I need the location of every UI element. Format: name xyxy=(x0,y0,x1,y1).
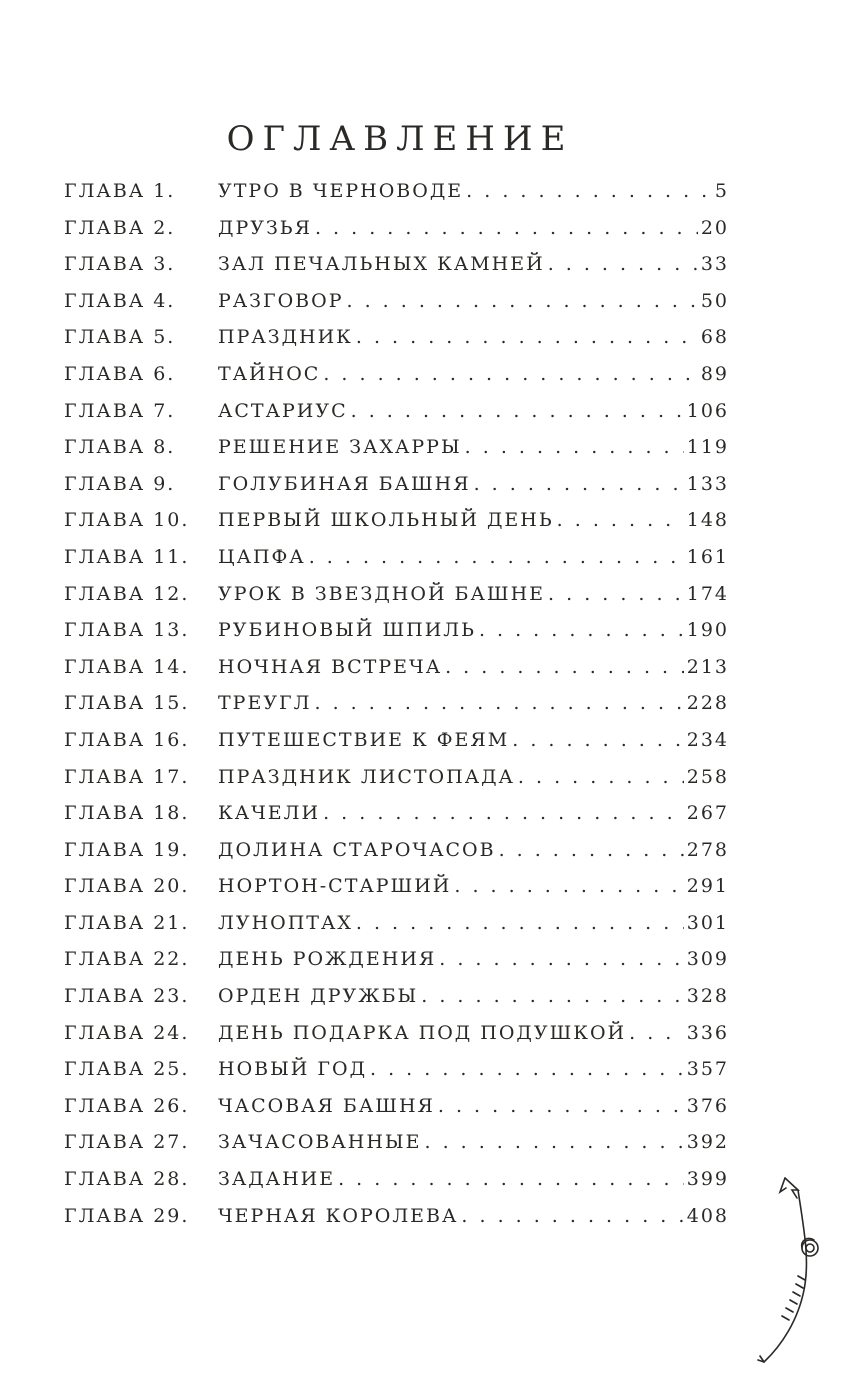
chapter-title: ДЕНЬ ПОДАРКА ПОД ПОДУШКОЙ xyxy=(218,1021,627,1044)
page-title: ОГЛАВЛЕНИЕ xyxy=(226,118,574,159)
toc-entry[interactable] xyxy=(64,583,729,620)
chapter-title: ЗАДАНИЕ xyxy=(218,1168,336,1191)
page-number: 161 xyxy=(686,545,729,568)
chapter-number: ГЛАВА 17. xyxy=(64,765,190,788)
page-number: 336 xyxy=(686,1021,729,1044)
chapter-number: ГЛАВА 6. xyxy=(64,362,176,385)
chapter-title: ЗАЛ ПЕЧАЛЬНЫХ КАМНЕЙ xyxy=(218,253,545,276)
chapter-number: ГЛАВА 13. xyxy=(64,619,190,642)
dot-leader xyxy=(356,912,684,934)
page-number: 5 xyxy=(714,180,729,202)
page-number: 174 xyxy=(686,582,729,605)
toc-entry[interactable] xyxy=(64,180,729,217)
dot-leader xyxy=(309,546,684,568)
chapter-title: НОВЫЙ ГОД xyxy=(218,1058,368,1081)
chapter-number: ГЛАВА 23. xyxy=(64,985,190,1008)
chapter-number: ГЛАВА 16. xyxy=(64,728,190,751)
dot-leader xyxy=(370,1058,684,1080)
toc-entry[interactable] xyxy=(64,692,729,729)
dot-leader xyxy=(347,290,698,312)
page-number: 50 xyxy=(700,289,729,312)
page-number: 357 xyxy=(686,1058,729,1081)
toc-entry[interactable] xyxy=(64,473,729,510)
dot-leader xyxy=(356,326,698,348)
dot-leader xyxy=(518,766,684,788)
chapter-number: ГЛАВА 5. xyxy=(64,326,176,349)
toc-entry[interactable] xyxy=(64,509,729,546)
chapter-title: ДРУЗЬЯ xyxy=(218,216,312,239)
toc-entry[interactable] xyxy=(64,546,729,583)
page-number: 89 xyxy=(700,362,729,385)
toc-entry[interactable] xyxy=(64,1131,729,1168)
toc-entry[interactable] xyxy=(64,290,729,327)
page-number: 148 xyxy=(686,509,729,532)
toc-entry[interactable] xyxy=(64,619,729,656)
toc-entry[interactable] xyxy=(64,217,729,254)
chapter-number: ГЛАВА 28. xyxy=(64,1168,190,1191)
page-number: 213 xyxy=(686,655,729,678)
chapter-number: ГЛАВА 18. xyxy=(64,802,190,825)
dot-leader xyxy=(548,583,684,605)
chapter-number: ГЛАВА 12. xyxy=(64,582,190,605)
page-number: 33 xyxy=(700,253,729,276)
page-number: 399 xyxy=(686,1168,729,1191)
toc-entry[interactable] xyxy=(64,985,729,1022)
chapter-title: ДЕНЬ РОЖДЕНИЯ xyxy=(218,948,437,971)
dot-leader xyxy=(629,1022,684,1044)
page-number: 119 xyxy=(686,436,729,459)
page-number: 234 xyxy=(686,728,729,751)
chapter-title: УТРО В ЧЕРНОВОДЕ xyxy=(218,180,464,202)
chapter-title: ПРАЗДНИК xyxy=(218,326,353,349)
dot-leader xyxy=(454,875,683,897)
chapter-title: ПРАЗДНИК ЛИСТОПАДА xyxy=(218,765,515,788)
chapter-number: ГЛАВА 8. xyxy=(64,436,176,459)
toc-entry[interactable] xyxy=(64,1168,729,1205)
page-number: 408 xyxy=(686,1204,729,1227)
chapter-number: ГЛАВА 19. xyxy=(64,838,190,861)
page-number: 309 xyxy=(686,948,729,971)
toc-entry[interactable] xyxy=(64,1022,729,1059)
page-number: 258 xyxy=(686,765,729,788)
toc-entry[interactable] xyxy=(64,363,729,400)
chapter-title: ТАЙНОС xyxy=(218,362,321,385)
chapter-title: ПЕРВЫЙ ШКОЛЬНЫЙ ДЕНЬ xyxy=(218,509,554,532)
chapter-number: ГЛАВА 1. xyxy=(64,180,176,202)
chapter-number: ГЛАВА 10. xyxy=(64,509,190,532)
dot-leader xyxy=(466,180,712,202)
dot-leader xyxy=(465,436,684,458)
toc-entry[interactable] xyxy=(64,948,729,985)
chapter-title: ЦАПФА xyxy=(218,545,306,568)
chapter-title: КАЧЕЛИ xyxy=(218,802,321,825)
chapter-title: НОЧНАЯ ВСТРЕЧА xyxy=(218,655,443,678)
page-number: 20 xyxy=(700,216,729,239)
toc-entry[interactable] xyxy=(64,839,729,876)
toc-entry[interactable] xyxy=(64,729,729,766)
dot-leader xyxy=(439,948,683,970)
arrow-ornament-icon xyxy=(752,1170,822,1370)
dot-leader xyxy=(338,1168,684,1190)
chapter-number: ГЛАВА 27. xyxy=(64,1131,190,1154)
dot-leader xyxy=(557,509,684,531)
toc-entry[interactable] xyxy=(64,912,729,949)
page-number: 376 xyxy=(686,1094,729,1117)
chapter-title: ЗАЧАСОВАННЫЕ xyxy=(218,1131,422,1154)
page-number: 68 xyxy=(700,326,729,349)
chapter-number: ГЛАВА 3. xyxy=(64,253,176,276)
dot-leader xyxy=(474,473,684,495)
chapter-number: ГЛАВА 26. xyxy=(64,1094,190,1117)
chapter-title: ДОЛИНА СТАРОЧАСОВ xyxy=(218,838,496,861)
toc-entry[interactable] xyxy=(64,400,729,437)
chapter-number: ГЛАВА 11. xyxy=(64,545,190,568)
chapter-title: НОРТОН-СТАРШИЙ xyxy=(218,875,452,898)
dot-leader xyxy=(438,1095,684,1117)
dot-leader xyxy=(445,656,684,678)
dot-leader xyxy=(479,619,684,641)
chapter-number: ГЛАВА 9. xyxy=(64,472,176,495)
toc-entry[interactable] xyxy=(64,253,729,290)
chapter-number: ГЛАВА 22. xyxy=(64,948,190,971)
chapter-title: УРОК В ЗВЕЗДНОЙ БАШНЕ xyxy=(218,582,546,605)
dot-leader xyxy=(351,400,684,422)
dot-leader xyxy=(315,217,698,239)
dot-leader xyxy=(424,1131,683,1153)
chapter-title: ЛУНОПТАХ xyxy=(218,911,353,934)
dot-leader xyxy=(499,839,684,861)
chapter-number: ГЛАВА 2. xyxy=(64,216,176,239)
page-number: 301 xyxy=(686,911,729,934)
chapter-title: РАЗГОВОР xyxy=(218,289,344,312)
page-number: 190 xyxy=(686,619,729,642)
chapter-title: РЕШЕНИЕ ЗАХАРРЫ xyxy=(218,436,462,459)
page-number: 328 xyxy=(686,985,729,1008)
chapter-number: ГЛАВА 20. xyxy=(64,875,190,898)
page-number: 106 xyxy=(686,399,729,422)
dot-leader xyxy=(323,802,684,824)
chapter-title: АСТАРИУС xyxy=(218,399,348,422)
chapter-title: ГОЛУБИНАЯ БАШНЯ xyxy=(218,472,471,495)
toc-entry[interactable] xyxy=(64,656,729,693)
chapter-number: ГЛАВА 7. xyxy=(64,399,176,422)
page-number: 228 xyxy=(686,692,729,715)
chapter-number: ГЛАВА 24. xyxy=(64,1021,190,1044)
toc-entry[interactable] xyxy=(64,1058,729,1095)
dot-leader xyxy=(548,253,698,275)
page-number: 291 xyxy=(686,875,729,898)
chapter-number: ГЛАВА 14. xyxy=(64,655,190,678)
chapter-number: ГЛАВА 25. xyxy=(64,1058,190,1081)
page-number: 392 xyxy=(686,1131,729,1154)
dot-leader xyxy=(315,692,684,714)
dot-leader xyxy=(323,363,697,385)
chapter-title: РУБИНОВЫЙ ШПИЛЬ xyxy=(218,619,476,642)
toc-entry[interactable] xyxy=(64,875,729,912)
dot-leader xyxy=(421,985,683,1007)
toc-entry[interactable] xyxy=(64,802,729,839)
chapter-number: ГЛАВА 29. xyxy=(64,1204,190,1227)
toc-entry[interactable] xyxy=(64,326,729,363)
dot-leader xyxy=(512,729,684,751)
chapter-number: ГЛАВА 15. xyxy=(64,692,190,715)
chapter-number: ГЛАВА 4. xyxy=(64,289,176,312)
page-number: 278 xyxy=(686,838,729,861)
toc-entry[interactable] xyxy=(64,1205,729,1242)
toc-entry[interactable] xyxy=(64,766,729,803)
toc-list xyxy=(64,180,729,1241)
chapter-title: ЧЕРНАЯ КОРОЛЕВА xyxy=(218,1204,459,1227)
page-number: 267 xyxy=(686,802,729,825)
toc-entry[interactable] xyxy=(64,436,729,473)
page-number: 133 xyxy=(686,472,729,495)
chapter-number: ГЛАВА 21. xyxy=(64,911,190,934)
dot-leader xyxy=(461,1205,683,1227)
chapter-title: ОРДЕН ДРУЖБЫ xyxy=(218,985,419,1008)
chapter-title: ПУТЕШЕСТВИЕ К ФЕЯМ xyxy=(218,728,510,751)
chapter-title: ЧАСОВАЯ БАШНЯ xyxy=(218,1094,435,1117)
toc-entry[interactable] xyxy=(64,1095,729,1132)
chapter-title: ТРЕУГЛ xyxy=(218,692,312,715)
